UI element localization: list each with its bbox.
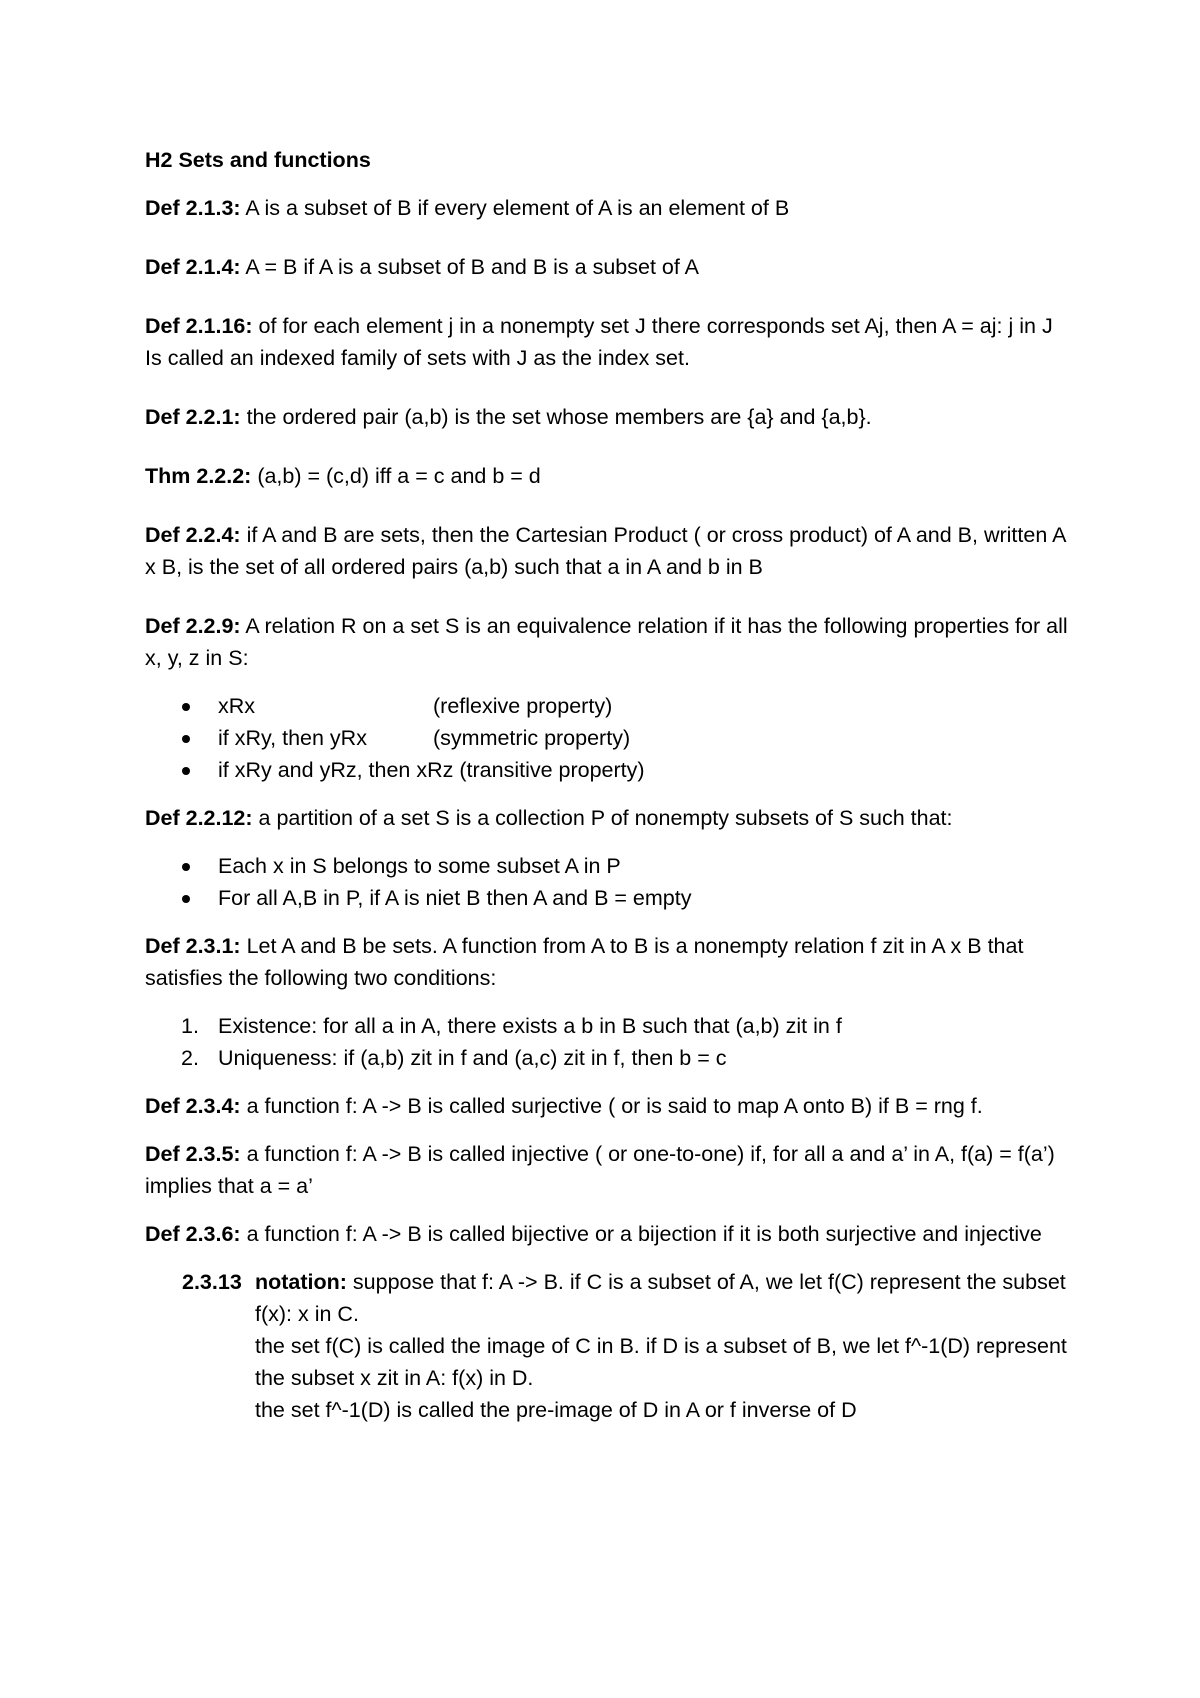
notation-line: the set f^-1(D) is called the pre-image of D in A or f inverse of D [255, 1398, 857, 1422]
notation-line: the set f(C) is called the image of C in B. if D is a subset of B, we let f^-1(D) represent the subset x zit in A: f(x) in D. [255, 1334, 1067, 1390]
bullet-icon [182, 863, 190, 871]
def-2-3-4: Def 2.3.4: a function f: A -> B is called surjective ( or is said to map A onto B) if B = rng f. [145, 1094, 983, 1118]
def-2-1-3: Def 2.1.3: A is a subset of B if every element of A is an element of B [145, 196, 790, 220]
list-item: if xRy and yRz, then xRz (transitive property) [145, 754, 1075, 786]
list-item: For all A,B in P, if A is niet B then A and B = empty [145, 882, 1075, 914]
def-2-1-16-extra: Is called an indexed family of sets with J as the index set. [145, 346, 690, 370]
function-conditions-list [145, 1010, 1075, 1074]
bullet-icon [182, 895, 190, 903]
partition-list [145, 850, 1075, 914]
bullet-icon [182, 735, 190, 743]
def-2-3-6: Def 2.3.6: a function f: A -> B is called bijective or a bijection if it is both surjective and injective [145, 1222, 1042, 1246]
def-2-3-5: Def 2.3.5: a function f: A -> B is called injective ( or one-to-one) if, for all a and a’ in A, f(a) = f(a’) implies that a = a’ [145, 1142, 1055, 1198]
list-item: 1. Existence: for all a in A, there exists a b in B such that (a,b) zit in f [181, 1014, 842, 1038]
notation-line: notation: suppose that f: A -> B. if C is a subset of A, we let f(C) represent the subset f(x): x in C. [255, 1270, 1066, 1326]
notation-2-3-13 [145, 1266, 1075, 1426]
list-item: 2. Uniqueness: if (a,b) zit in f and (a,c) zit in f, then b = c [181, 1046, 727, 1070]
notation-body [255, 1266, 1075, 1426]
def-2-2-9: Def 2.2.9: A relation R on a set S is an equivalence relation if it has the following properties for all x, y, z in S: [145, 614, 1068, 670]
bullet-icon [182, 767, 190, 775]
list-item: Each x in S belongs to some subset A in P [145, 850, 1075, 882]
equivalence-properties-list [145, 690, 1075, 786]
def-2-2-12: Def 2.2.12: a partition of a set S is a collection P of nonempty subsets of S such that: [145, 806, 953, 830]
def-2-1-4: Def 2.1.4: A = B if A is a subset of B and B is a subset of A [145, 255, 699, 279]
def-2-3-1: Def 2.3.1: Let A and B be sets. A function from A to B is a nonempty relation f zit in A x B that satisfies the following two conditions: [145, 934, 1024, 990]
def-2-2-4: Def 2.2.4: if A and B are sets, then the Cartesian Product ( or cross product) of A and B, written A x B, is the set of all ordered pairs (a,b) such that a in A and b in B [145, 523, 1066, 579]
bullet-icon [182, 703, 190, 711]
page-title: H2 Sets and functions [145, 148, 371, 172]
thm-2-2-2: Thm 2.2.2: (a,b) = (c,d) iff a = c and b = d [145, 464, 541, 488]
notation-number: 2.3.13 [182, 1270, 242, 1294]
def-2-2-1: Def 2.2.1: the ordered pair (a,b) is the set whose members are {a} and {a,b}. [145, 405, 872, 429]
list-item: if xRy, then yRx (symmetric property) [145, 722, 1075, 754]
document-body [145, 144, 1075, 1426]
list-item: xRx (reflexive property) [145, 690, 1075, 722]
def-2-1-16: Def 2.1.16: of for each element j in a nonempty set J there corresponds set Aj, then A = aj: j in J Is called an indexed family of sets with J as the index set. [145, 314, 1053, 370]
